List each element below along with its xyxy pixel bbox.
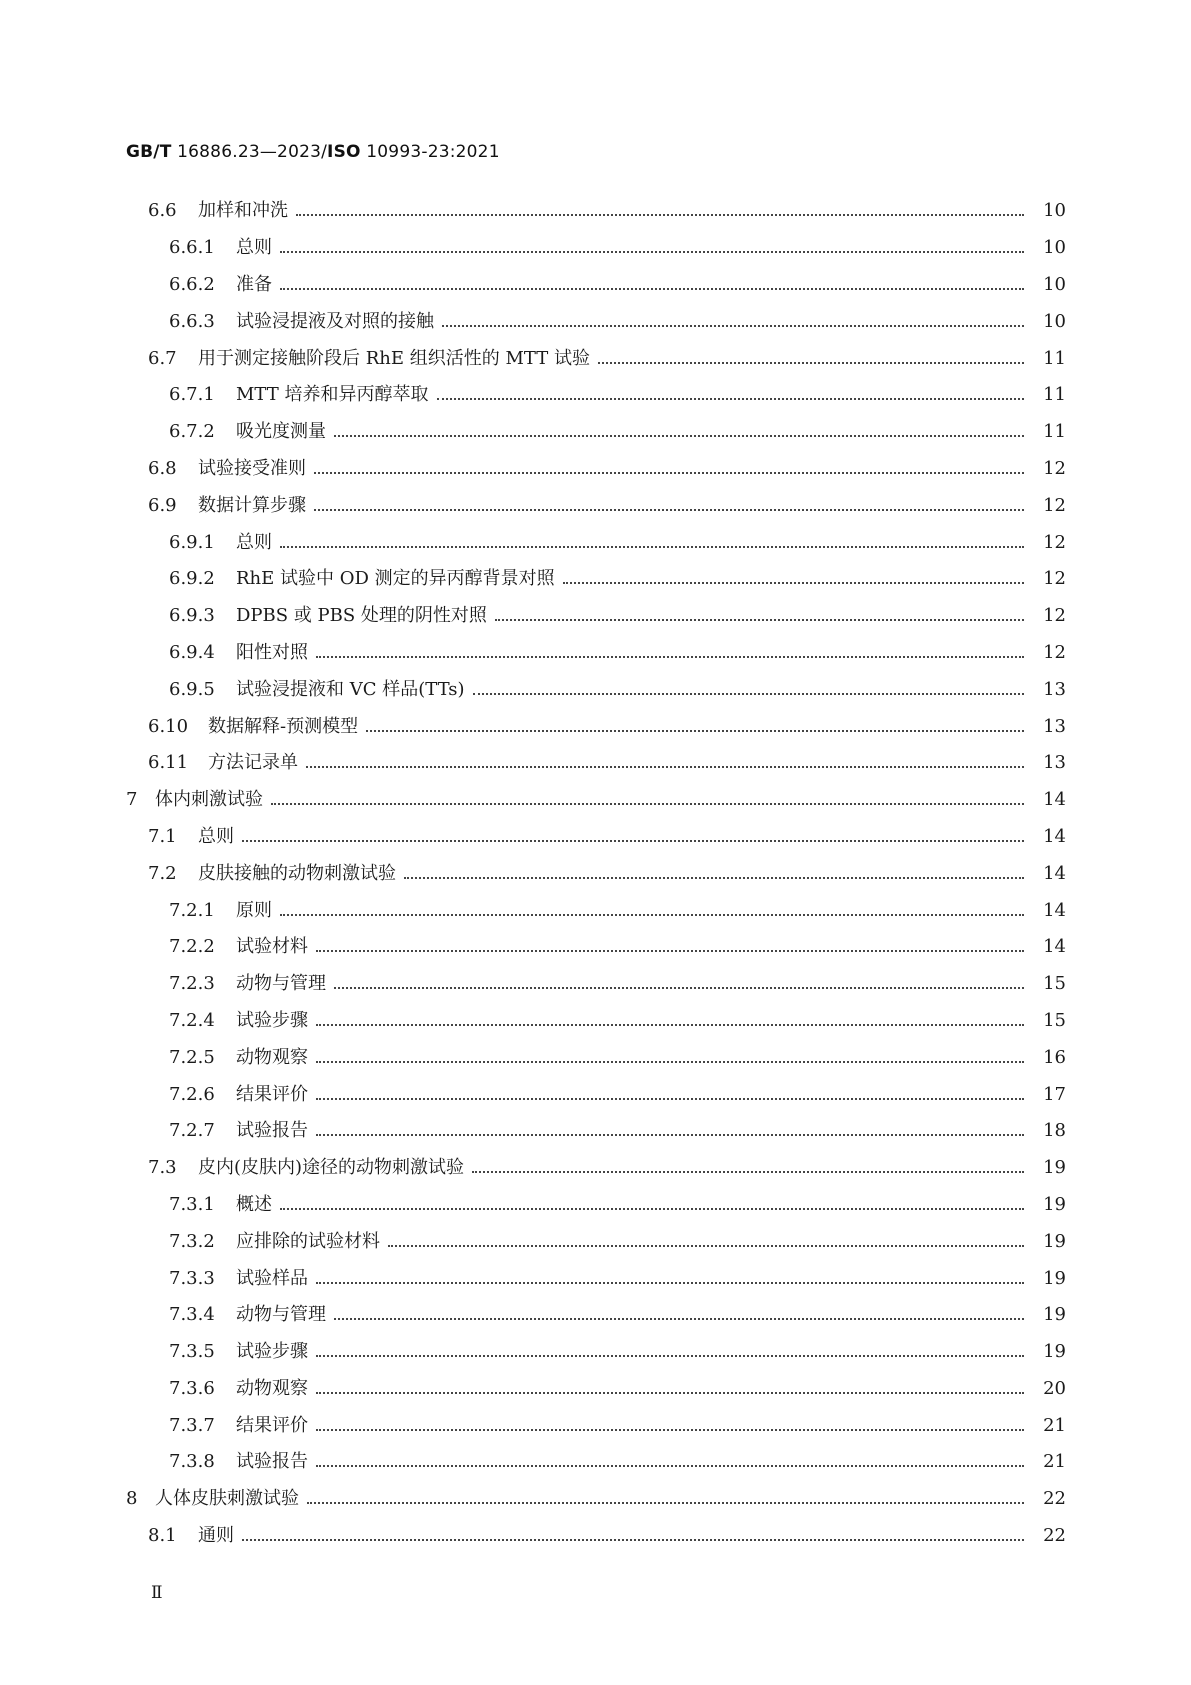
toc-entry-leader [236, 1194, 1024, 1216]
toc-entry-page: 11 [1043, 384, 1066, 406]
toc-entry[interactable] [0, 1223, 1191, 1260]
toc-entry-title[interactable]: DPBS 或 PBS 处理的阴性对照 [236, 605, 487, 627]
toc-entry-leader [198, 826, 1024, 848]
toc-entry[interactable] [0, 267, 1191, 304]
toc-entry-title[interactable]: 试验材料 [236, 936, 308, 958]
toc-entry-page: 14 [1043, 862, 1066, 884]
toc-entry-number: 7.2.7 [169, 1120, 215, 1142]
toc-entry-leader [155, 1488, 1024, 1510]
toc-entry-title[interactable]: 原则 [236, 899, 272, 921]
toc-entry-leader [198, 200, 1024, 222]
toc-entry-number: 6.6.2 [169, 273, 215, 295]
toc-entry[interactable] [0, 414, 1191, 451]
toc-entry-number: 7.3.1 [169, 1193, 215, 1215]
toc-entry-leader [236, 679, 1024, 701]
dot-leader [437, 384, 1025, 400]
toc-entry-leader [236, 274, 1024, 296]
toc-entry-title[interactable]: 准备 [236, 273, 272, 295]
toc-entry-number: 7.3.3 [169, 1267, 215, 1289]
toc-entry-leader [236, 973, 1024, 995]
toc-entry-title[interactable]: 方法记录单 [208, 752, 298, 774]
toc-entry-title[interactable]: 概述 [236, 1193, 272, 1215]
toc-entry-number: 7.3.6 [169, 1377, 215, 1399]
toc-entry-title[interactable]: 结果评价 [236, 1083, 308, 1105]
toc-entry-page: 13 [1043, 752, 1066, 774]
toc-entry-title[interactable]: 阳性对照 [236, 641, 308, 663]
dot-leader [316, 1341, 1024, 1357]
toc-entry-title[interactable]: 试验报告 [236, 1451, 308, 1473]
dot-leader [280, 274, 1024, 290]
toc-entry[interactable] [0, 340, 1191, 377]
toc-entry-leader [236, 936, 1024, 958]
dot-leader [306, 752, 1024, 768]
toc-entry-page: 10 [1043, 310, 1066, 332]
toc-entry-title[interactable]: 体内刺激试验 [155, 789, 263, 811]
toc-entry-leader [236, 1378, 1024, 1400]
toc-entry[interactable] [0, 598, 1191, 635]
toc-entry-leader [236, 1231, 1024, 1253]
toc-entry-number: 7.3 [148, 1157, 177, 1179]
toc-entry[interactable] [0, 451, 1191, 488]
toc-entry-leader [236, 1451, 1024, 1473]
dot-leader [404, 863, 1024, 879]
toc-entry-leader [236, 384, 1024, 406]
toc-entry[interactable] [0, 1518, 1191, 1555]
toc-entry-page: 19 [1043, 1157, 1066, 1179]
toc-entry-page: 15 [1043, 1009, 1066, 1031]
toc-entry[interactable] [0, 1297, 1191, 1334]
toc-entry-page: 12 [1043, 641, 1066, 663]
toc-entry-leader [198, 863, 1024, 885]
dot-leader [316, 1120, 1024, 1136]
toc-entry[interactable] [0, 303, 1191, 340]
iso-code-number: 10993-23:2021 [360, 142, 500, 162]
toc-entry-number: 6.7.1 [169, 384, 215, 406]
toc-entry-page: 13 [1043, 715, 1066, 737]
toc-entry[interactable] [0, 1444, 1191, 1481]
iso-prefix: ISO [327, 142, 361, 162]
toc-entry-leader [198, 348, 1024, 370]
toc-entry-number: 8.1 [148, 1525, 177, 1547]
toc-entry-number: 6.6.1 [169, 237, 215, 259]
dot-leader [316, 1378, 1024, 1394]
toc-entry-leader [236, 1341, 1024, 1363]
toc-entry-number: 6.9.1 [169, 531, 215, 553]
toc-entry[interactable] [0, 561, 1191, 598]
toc-entry-number: 7.2.4 [169, 1009, 215, 1031]
toc-entry[interactable] [0, 782, 1191, 819]
toc-entry-title[interactable]: 通则 [198, 1525, 234, 1547]
toc-entry-number: 6.9.2 [169, 568, 215, 590]
toc-entry-title[interactable]: 数据计算步骤 [198, 494, 306, 516]
toc-entry-title[interactable]: 动物与管理 [236, 1304, 326, 1326]
toc-entry-title[interactable]: 总则 [236, 237, 272, 259]
toc-entry-title[interactable]: 皮内(皮肤内)途径的动物刺激试验 [198, 1157, 465, 1179]
toc-entry-page: 15 [1043, 973, 1066, 995]
toc-entry-leader [236, 1415, 1024, 1437]
toc-entry-leader [236, 1047, 1024, 1069]
toc-entry[interactable] [0, 855, 1191, 892]
dot-leader [316, 1268, 1024, 1284]
dot-leader [495, 605, 1024, 621]
standard-code-prefix: GB/T [126, 142, 172, 162]
dot-leader [316, 1010, 1024, 1026]
toc-entry-title[interactable]: 皮肤接触的动物刺激试验 [198, 862, 396, 884]
toc-entry-title[interactable]: 试验接受准则 [198, 457, 306, 479]
toc-entry-leader [208, 716, 1024, 738]
toc-entry[interactable] [0, 1076, 1191, 1113]
dot-leader [316, 1415, 1024, 1431]
toc-entry-number: 6.6 [148, 200, 177, 222]
toc-entry-leader [236, 1010, 1024, 1032]
toc-entry[interactable] [0, 1260, 1191, 1297]
toc-entry-number: 6.9.3 [169, 605, 215, 627]
toc-entry[interactable] [0, 1407, 1191, 1444]
toc-entry-number: 6.10 [148, 715, 189, 737]
toc-entry[interactable] [0, 1113, 1191, 1150]
toc-entry-page: 19 [1043, 1341, 1066, 1363]
toc-entry-number: 7.2.3 [169, 973, 215, 995]
toc-entry[interactable] [0, 230, 1191, 267]
toc-entry-page: 12 [1043, 568, 1066, 590]
toc-entry-title[interactable]: 动物观察 [236, 1046, 308, 1068]
toc-entry-leader [208, 752, 1024, 774]
toc-entry-page: 10 [1043, 273, 1066, 295]
dot-leader [314, 458, 1024, 474]
toc-entry[interactable] [0, 1334, 1191, 1371]
toc-entry-number: 7.2.5 [169, 1046, 215, 1068]
toc-entry-page: 21 [1043, 1451, 1066, 1473]
dot-leader [280, 1194, 1024, 1210]
document-header [126, 142, 500, 162]
dot-leader [472, 1157, 1024, 1173]
toc-entry[interactable] [0, 745, 1191, 782]
toc-entry-leader [198, 495, 1024, 517]
toc-entry-title[interactable]: 试验浸提液和 VC 样品(TTs) [236, 678, 465, 700]
toc-entry-title[interactable]: 试验样品 [236, 1267, 308, 1289]
toc-entry-page: 16 [1043, 1046, 1066, 1068]
toc-entry-number: 7.2.1 [169, 899, 215, 921]
dot-leader [316, 1047, 1024, 1063]
toc-entry-page: 13 [1043, 678, 1066, 700]
toc-entry-number: 6.7.2 [169, 421, 215, 443]
toc-entry-title[interactable]: 数据解释-预测模型 [208, 715, 359, 737]
toc-entry[interactable] [0, 1481, 1191, 1518]
toc-entry-page: 10 [1043, 200, 1066, 222]
toc-entry-page: 10 [1043, 237, 1066, 259]
toc-entry-leader [236, 311, 1024, 333]
dot-leader [316, 1451, 1024, 1467]
dot-leader [316, 1084, 1024, 1100]
toc-entry-title[interactable]: 试验步骤 [236, 1009, 308, 1031]
toc-entry-leader [198, 1525, 1024, 1547]
toc-entry-leader [236, 605, 1024, 627]
toc-entry-number: 7.3.8 [169, 1451, 215, 1473]
toc-entry[interactable] [0, 1371, 1191, 1408]
toc-entry-page: 12 [1043, 605, 1066, 627]
toc-entry-number: 6.6.3 [169, 310, 215, 332]
toc-entry-title[interactable]: RhE 试验中 OD 测定的异丙醇背景对照 [236, 568, 555, 590]
dot-leader [442, 311, 1024, 327]
dot-leader [473, 679, 1024, 695]
toc-entry-leader [236, 568, 1024, 590]
toc-entry[interactable] [0, 1003, 1191, 1040]
toc-entry-leader [236, 1084, 1024, 1106]
toc-entry-leader [236, 237, 1024, 259]
toc-entry-leader [236, 1120, 1024, 1142]
toc-entry[interactable] [0, 487, 1191, 524]
toc-entry-page: 22 [1043, 1525, 1066, 1547]
toc-entry-title[interactable]: 用于测定接触阶段后 RhE 组织活性的 MTT 试验 [198, 347, 590, 369]
dot-leader [280, 532, 1024, 548]
toc-entry-page: 19 [1043, 1193, 1066, 1215]
toc-entry-leader [198, 458, 1024, 480]
toc-entry[interactable] [0, 1039, 1191, 1076]
toc-entry[interactable] [0, 377, 1191, 414]
toc-entry[interactable] [0, 966, 1191, 1003]
toc-entry-leader [155, 789, 1024, 811]
dot-leader [242, 826, 1024, 842]
dot-leader [334, 1304, 1024, 1320]
dot-leader [242, 1525, 1024, 1541]
toc-entry[interactable] [0, 892, 1191, 929]
toc-entry-number: 7.3.7 [169, 1414, 215, 1436]
page-number: Ⅱ [151, 1583, 163, 1603]
toc-entry-leader [236, 421, 1024, 443]
toc-entry-number: 6.8 [148, 457, 177, 479]
toc-entry-page: 12 [1043, 457, 1066, 479]
toc-entry-number: 7.3.5 [169, 1341, 215, 1363]
toc-entry[interactable] [0, 193, 1191, 230]
toc-entry-page: 11 [1043, 421, 1066, 443]
toc-entry-number: 7.2 [148, 862, 177, 884]
toc-entry-title[interactable]: 加样和冲洗 [198, 200, 288, 222]
toc-entry-number: 6.9.5 [169, 678, 215, 700]
toc-entry-page: 14 [1043, 825, 1066, 847]
toc-entry-number: 7.3.2 [169, 1230, 215, 1252]
toc-entry-number: 6.11 [148, 752, 189, 774]
toc-entry-number: 7.2.2 [169, 936, 215, 958]
toc-entry-number: 6.7 [148, 347, 177, 369]
dot-leader [307, 1488, 1024, 1504]
toc-entry-number: 7.1 [148, 825, 177, 847]
toc-entry-title[interactable]: 吸光度测量 [236, 421, 326, 443]
dot-leader [388, 1231, 1024, 1247]
toc-entry[interactable] [0, 1150, 1191, 1187]
toc-entry-page: 17 [1043, 1083, 1066, 1105]
toc-entry-page: 21 [1043, 1414, 1066, 1436]
toc-entry-title[interactable]: 应排除的试验材料 [236, 1230, 380, 1252]
dot-leader [598, 348, 1024, 364]
dot-leader [366, 716, 1024, 732]
toc-entry-title[interactable]: 动物与管理 [236, 973, 326, 995]
toc-entry[interactable] [0, 671, 1191, 708]
toc-entry-page: 12 [1043, 531, 1066, 553]
toc-entry-page: 14 [1043, 899, 1066, 921]
toc-entry-leader [236, 900, 1024, 922]
toc-entry-page: 20 [1043, 1377, 1066, 1399]
toc-entry-page: 14 [1043, 789, 1066, 811]
toc-entry-number: 7.2.6 [169, 1083, 215, 1105]
toc-entry-page: 14 [1043, 936, 1066, 958]
toc-entry-page: 22 [1043, 1488, 1066, 1510]
toc-entry[interactable] [0, 1187, 1191, 1224]
toc-entry-leader [236, 642, 1024, 664]
dot-leader [314, 495, 1024, 511]
toc-entry-title[interactable]: 试验浸提液及对照的接触 [236, 310, 434, 332]
toc-entry-page: 11 [1043, 347, 1066, 369]
toc-entry[interactable] [0, 708, 1191, 745]
dot-leader [334, 421, 1024, 437]
dot-leader [296, 200, 1024, 216]
toc-entry-page: 18 [1043, 1120, 1066, 1142]
dot-leader [316, 936, 1024, 952]
toc-entry-title[interactable]: 人体皮肤刺激试验 [155, 1488, 299, 1510]
dot-leader [271, 789, 1024, 805]
dot-leader [280, 237, 1024, 253]
toc-entry-number: 7.3.4 [169, 1304, 215, 1326]
toc-entry-title[interactable]: 试验步骤 [236, 1341, 308, 1363]
table-of-contents [0, 193, 1191, 1554]
toc-entry[interactable] [0, 819, 1191, 856]
standard-code-number: 16886.23—2023/ [171, 142, 328, 162]
toc-entry[interactable] [0, 635, 1191, 672]
toc-entry-title[interactable]: 结果评价 [236, 1414, 308, 1436]
toc-entry-number: 8 [126, 1488, 138, 1510]
toc-entry[interactable] [0, 929, 1191, 966]
toc-entry-title[interactable]: 试验报告 [236, 1120, 308, 1142]
toc-entry-page: 19 [1043, 1304, 1066, 1326]
toc-entry[interactable] [0, 524, 1191, 561]
toc-entry-leader [198, 1157, 1024, 1179]
dot-leader [316, 642, 1024, 658]
toc-entry-leader [236, 1268, 1024, 1290]
toc-entry-number: 7 [126, 789, 138, 811]
toc-entry-number: 6.9 [148, 494, 177, 516]
dot-leader [563, 568, 1024, 584]
toc-entry-page: 12 [1043, 494, 1066, 516]
toc-entry-page: 19 [1043, 1230, 1066, 1252]
toc-entry-leader [236, 532, 1024, 554]
toc-entry-leader [236, 1304, 1024, 1326]
dot-leader [280, 900, 1024, 916]
toc-entry-title[interactable]: 动物观察 [236, 1377, 308, 1399]
toc-entry-number: 6.9.4 [169, 641, 215, 663]
toc-entry-title[interactable]: 总则 [236, 531, 272, 553]
toc-entry-title[interactable]: MTT 培养和异丙醇萃取 [236, 384, 429, 406]
toc-entry-page: 19 [1043, 1267, 1066, 1289]
toc-entry-title[interactable]: 总则 [198, 825, 234, 847]
dot-leader [334, 973, 1024, 989]
